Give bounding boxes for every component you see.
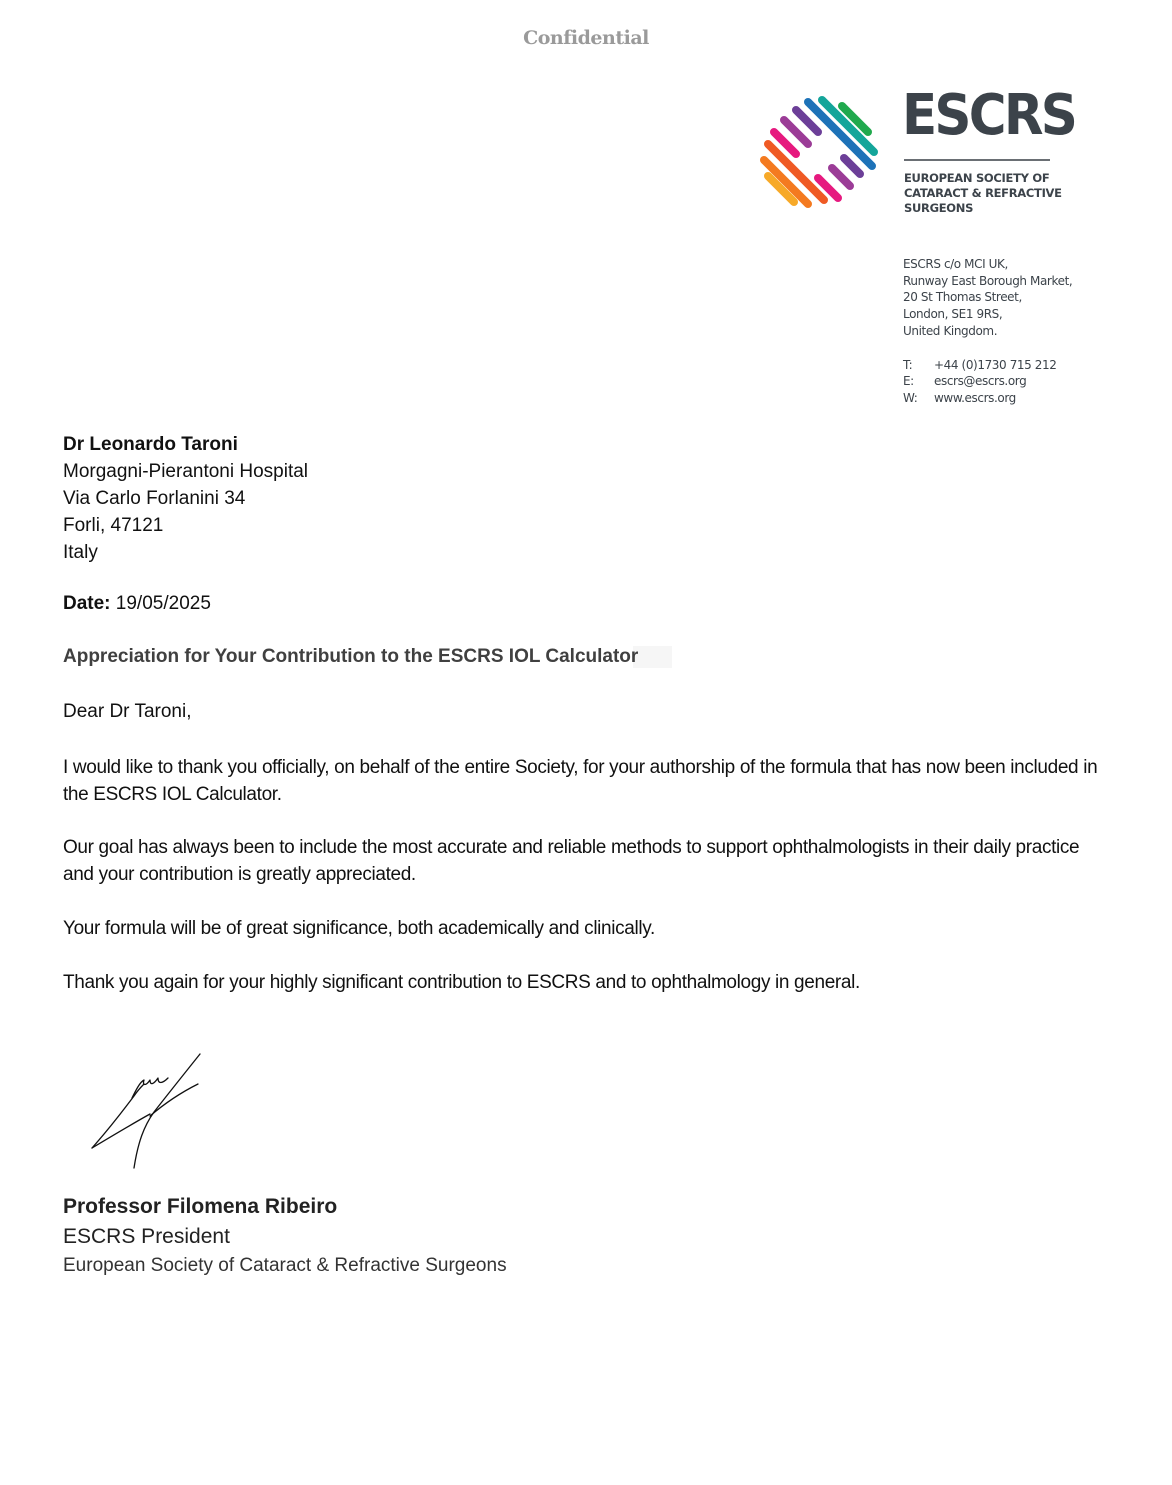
logo-subtitle [904,171,1062,216]
recipient-address-line: Via Carlo Forlanini 34 [63,488,246,509]
recipient-address-line: Italy [63,542,98,563]
logo-divider [904,159,1050,161]
contact-email [903,373,1072,390]
sender-address-line: United Kingdom. [903,323,998,338]
sender-address-line: 20 St Thomas Street, [903,290,1022,305]
escrs-wordmark: ESCRS [902,83,1076,148]
letter-subject: Appreciation for Your Contribution to the ESCRS IOL Calculator [63,646,672,668]
signatory-organization: European Society of Cataract & Refractive Surgeons [63,1255,507,1276]
date-label: Date: [63,593,111,614]
logo-subtitle-line: EUROPEAN SOCIETY OF [904,171,1050,185]
recipient-block [63,431,308,566]
escrs-logo-icon [756,92,884,220]
contact-label: W: [903,390,918,405]
letter-date [63,593,211,615]
sender-contact-block [903,256,1072,407]
body-paragraph: I would like to thank you officially, on behalf of the entire Society, for your authorship of the formula that has now been included in the ESCRS IOL Calculator. [63,757,1098,805]
contact-label: T: [903,357,913,372]
contact-website [903,390,1072,407]
contact-phone [903,357,1072,374]
contact-label: E: [903,374,914,389]
body-paragraph: Our goal has always been to include the most accurate and reliable methods to support ophthalmologists in their daily practice and your contribution is greatly appreciated. [63,837,1080,885]
email-link[interactable]: escrs@escrs.org [934,374,1027,389]
signature-icon [88,1050,208,1175]
website-link[interactable]: www.escrs.org [934,390,1016,405]
salutation: Dear Dr Taroni, [63,701,192,722]
body-paragraph: Your formula will be of great significance, both academically and clinically. [63,918,655,939]
confidential-watermark: Confidential [523,27,649,49]
recipient-address-line: Forli, 47121 [63,515,164,536]
logo-subtitle-line: CATARACT & REFRACTIVE [904,186,1062,200]
recipient-address-line: Morgagni-Pierantoni Hospital [63,461,309,482]
recipient-name: Dr Leonardo Taroni [63,434,238,455]
signatory-name: Professor Filomena Ribeiro [63,1195,338,1218]
sender-address-line: London, SE1 9RS, [903,307,1003,322]
signatory-role: ESCRS President [63,1225,230,1248]
logo-subtitle-line: SURGEONS [904,201,974,215]
phone-value: +44 (0)1730 715 212 [934,357,1057,372]
body-paragraph: Thank you again for your highly significant contribution to ESCRS and to ophthalmology in general. [63,972,860,993]
signatory-block [63,1192,507,1279]
sender-address-line: ESCRS c/o MCI UK, [903,257,1008,271]
date-value: 19/05/2025 [115,593,211,614]
sender-address-line: Runway East Borough Market, [903,273,1073,288]
